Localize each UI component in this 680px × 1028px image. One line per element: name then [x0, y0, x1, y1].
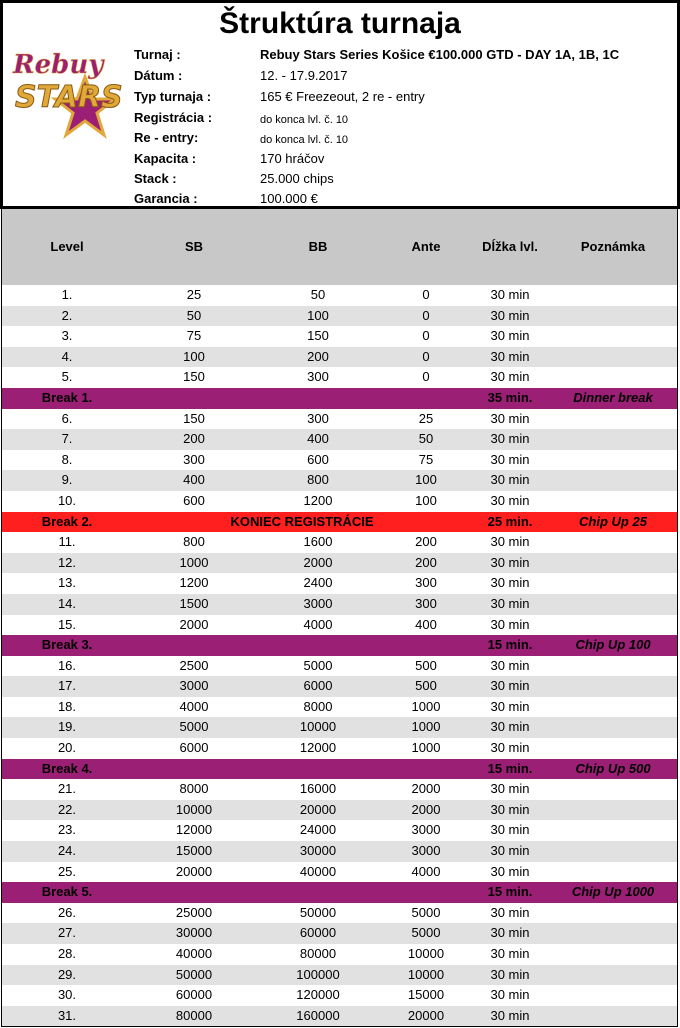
sb-cell: 15000 [175, 843, 213, 859]
sb-cell: 1200 [179, 575, 209, 591]
ante-cell: 0 [422, 369, 430, 385]
ante-cell: 1000 [411, 719, 441, 735]
sb-cell: 600 [183, 492, 205, 508]
sb-cell: 800 [183, 534, 205, 550]
length-cell: 30 min [490, 822, 530, 838]
length-cell: 30 min [490, 472, 530, 488]
sb-cell: 50 [186, 307, 202, 323]
length-cell: 30 min [490, 451, 530, 467]
length-cell: 30 min [490, 698, 530, 714]
bb-cell: 1600 [303, 534, 333, 550]
level-cell: 9. [61, 472, 73, 488]
ante-cell: 100 [415, 492, 437, 508]
sb-cell: 40000 [175, 946, 213, 961]
bb-cell: 50000 [299, 904, 337, 920]
break-row [2, 759, 677, 780]
bb-cell: 10000 [299, 719, 337, 735]
table-row [2, 429, 677, 450]
sb-cell: 200 [183, 431, 205, 447]
bb-cell: 300 [307, 410, 329, 426]
ante-cell: 1000 [411, 698, 441, 714]
table-row [2, 285, 677, 306]
bb-cell: 100 [307, 307, 329, 323]
break-row [2, 512, 677, 533]
break-note: Chip Up 1000 [571, 884, 655, 900]
table-row [2, 656, 677, 677]
ante-cell: 300 [415, 595, 437, 611]
level-cell: 18. [57, 698, 77, 714]
table-row [2, 903, 677, 924]
table-row [2, 697, 677, 718]
ante-cell: 100 [415, 472, 437, 488]
sb-cell: 2500 [179, 657, 209, 673]
sb-cell: 1500 [179, 595, 209, 611]
length-cell: 30 min [490, 863, 530, 879]
break-note: Chip Up 25 [579, 513, 647, 529]
bb-cell: 2000 [303, 554, 333, 570]
sb-cell: 100 [183, 348, 205, 364]
info-label: Stack : [134, 171, 177, 186]
break-row [2, 388, 677, 409]
break-message: KONIEC REGISTRÁCIE [230, 513, 374, 529]
length-cell: 30 min [490, 657, 530, 673]
break-length: 15 min. [487, 637, 533, 653]
level-cell: 1. [61, 287, 73, 302]
length-cell: 30 min [490, 925, 530, 941]
bb-cell: 4000 [303, 616, 333, 632]
level-cell: 31. [57, 1007, 77, 1023]
length-cell: 30 min [490, 987, 530, 1003]
level-cell: 5. [61, 369, 73, 385]
sb-cell: 3000 [179, 678, 209, 694]
ante-cell: 0 [422, 328, 430, 344]
table-row [2, 717, 677, 738]
sb-cell: 25 [186, 287, 202, 302]
break-label: Break 1. [41, 389, 93, 405]
break-length: 15 min. [487, 760, 533, 776]
sb-cell: 60000 [175, 987, 213, 1003]
table-row [2, 738, 677, 759]
bb-cell: 120000 [296, 987, 340, 1003]
sb-cell: 8000 [179, 781, 209, 797]
sb-cell: 20000 [175, 863, 213, 879]
ante-cell: 25 [418, 410, 434, 426]
info-label: Turnaj : [134, 47, 181, 62]
ante-cell: 5000 [411, 925, 441, 941]
level-cell: 7. [61, 431, 73, 447]
ante-cell: 0 [422, 287, 430, 302]
length-cell: 30 min [490, 843, 530, 859]
table-row [2, 367, 677, 388]
break-note: Chip Up 100 [575, 637, 651, 653]
ante-cell: 500 [415, 678, 437, 694]
break-note: Dinner break [573, 389, 653, 405]
level-cell: 17. [57, 678, 77, 694]
sb-cell: 12000 [175, 822, 213, 838]
level-cell: 29. [57, 966, 77, 982]
info-value: 25.000 chips [260, 171, 334, 186]
bb-cell: 8000 [303, 698, 333, 714]
ante-cell: 200 [415, 554, 437, 570]
col-bb: BB [308, 239, 328, 254]
table-row [2, 450, 677, 471]
table-row [2, 306, 677, 327]
logo-text-bottom: STARS [15, 80, 123, 115]
bb-cell: 60000 [299, 925, 337, 941]
bb-cell: 400 [307, 431, 329, 447]
sb-cell: 150 [183, 369, 205, 385]
info-value: Rebuy Stars Series Košice €100.000 GTD - DAY 1A, 1B, 1C [260, 47, 620, 62]
rebuy-stars-logo [7, 43, 131, 143]
bb-cell: 300 [307, 369, 329, 385]
level-cell: 12. [57, 554, 77, 570]
level-cell: 10. [57, 492, 77, 508]
info-value: do konca lvl. č. 10 [260, 114, 349, 126]
table-row [2, 841, 677, 862]
length-cell: 30 min [490, 431, 530, 447]
bb-cell: 800 [307, 472, 329, 488]
sb-cell: 300 [183, 451, 205, 467]
bb-cell: 24000 [299, 822, 337, 838]
ante-cell: 50 [418, 431, 434, 447]
sb-cell: 6000 [179, 740, 209, 756]
level-cell: 24. [57, 843, 77, 859]
ante-cell: 10000 [407, 946, 445, 961]
length-cell: 30 min [490, 616, 530, 632]
table-row [2, 1006, 677, 1027]
info-value: 170 hráčov [260, 151, 325, 166]
bb-cell: 160000 [296, 1007, 340, 1023]
bb-cell: 12000 [299, 740, 337, 756]
level-cell: 11. [58, 534, 76, 550]
ante-cell: 1000 [411, 740, 441, 756]
table-body [1, 285, 678, 1027]
col-length: Dĺžka lvl. [482, 239, 538, 254]
logo-text-top: Rebuy [13, 50, 104, 80]
table-row [2, 573, 677, 594]
table-row [2, 491, 677, 512]
length-cell: 30 min [490, 781, 530, 797]
info-label: Re - entry: [134, 130, 199, 145]
break-note: Chip Up 500 [575, 760, 651, 776]
length-cell: 30 min [490, 287, 530, 302]
break-row [2, 635, 677, 656]
table-row [2, 594, 677, 615]
break-length: 25 min. [487, 513, 533, 529]
bb-cell: 40000 [299, 863, 337, 879]
info-label: Kapacita : [134, 151, 197, 166]
info-label: Dátum : [134, 68, 183, 83]
bb-cell: 100000 [296, 966, 340, 982]
tournament-header [0, 0, 680, 209]
ante-cell: 5000 [411, 904, 441, 920]
table-row [2, 923, 677, 944]
col-ante: Ante [411, 239, 441, 254]
ante-cell: 300 [415, 575, 437, 591]
table-row [2, 944, 677, 965]
level-cell: 21. [57, 781, 77, 797]
info-label: Registrácia : [134, 110, 213, 125]
col-level: Level [50, 239, 84, 254]
ante-cell: 3000 [411, 822, 441, 838]
break-row [2, 882, 677, 903]
structure-table [0, 206, 680, 1028]
level-cell: 8. [61, 451, 73, 467]
bb-cell: 150 [307, 328, 329, 344]
ante-cell: 3000 [411, 843, 441, 859]
length-cell: 30 min [490, 719, 530, 735]
table-row [2, 470, 677, 491]
col-sb: SB [184, 239, 204, 254]
length-cell: 30 min [490, 678, 530, 694]
ante-cell: 500 [415, 657, 437, 673]
length-cell: 30 min [490, 575, 530, 591]
level-cell: 14. [57, 595, 77, 611]
level-cell: 3. [61, 328, 73, 344]
level-cell: 26. [57, 904, 77, 920]
table-header [1, 209, 678, 285]
level-cell: 23. [57, 822, 77, 838]
col-note: Poznámka [580, 239, 646, 254]
bb-cell: 50 [310, 287, 326, 302]
bb-cell: 200 [307, 348, 329, 364]
table-row [2, 820, 677, 841]
length-cell: 30 min [490, 904, 530, 920]
sb-cell: 25000 [175, 904, 213, 920]
table-row [2, 553, 677, 574]
level-cell: 19. [57, 719, 77, 735]
level-cell: 16. [57, 657, 77, 673]
bb-cell: 80000 [299, 946, 337, 961]
length-cell: 30 min [490, 534, 530, 550]
table-row [2, 676, 677, 697]
info-value: 165 € Freezeout, 2 re - entry [260, 89, 425, 104]
level-cell: 2. [61, 307, 73, 323]
table-row [2, 347, 677, 368]
table-row [2, 965, 677, 986]
sb-cell: 50000 [175, 966, 213, 982]
level-cell: 22. [57, 801, 77, 817]
length-cell: 30 min [490, 740, 530, 756]
page-title: Štruktúra turnaja [219, 7, 461, 40]
bb-cell: 3000 [303, 595, 333, 611]
table-row [2, 326, 677, 347]
table-row [2, 985, 677, 1006]
length-cell: 30 min [490, 328, 530, 344]
level-cell: 13. [57, 575, 77, 591]
sb-cell: 10000 [175, 801, 213, 817]
table-row [2, 862, 677, 883]
length-cell: 30 min [490, 966, 530, 982]
length-cell: 30 min [490, 554, 530, 570]
bb-cell: 20000 [299, 801, 337, 817]
table-row [2, 409, 677, 430]
table-row [2, 532, 677, 553]
bb-cell: 600 [307, 451, 329, 467]
level-cell: 27. [57, 925, 77, 941]
info-value: do konca lvl. č. 10 [260, 134, 349, 146]
break-length: 15 min. [487, 884, 533, 900]
length-cell: 30 min [490, 1007, 530, 1023]
ante-cell: 4000 [411, 863, 441, 879]
ante-cell: 0 [422, 307, 430, 323]
length-cell: 30 min [490, 410, 530, 426]
ante-cell: 400 [415, 616, 437, 632]
length-cell: 30 min [490, 946, 530, 961]
sb-cell: 30000 [175, 925, 213, 941]
break-length: 35 min. [487, 389, 533, 405]
level-cell: 4. [61, 348, 73, 364]
level-cell: 28. [57, 946, 77, 961]
info-value: 12. - 17.9.2017 [260, 68, 348, 83]
length-cell: 30 min [490, 348, 530, 364]
break-label: Break 4. [41, 760, 93, 776]
bb-cell: 5000 [303, 657, 333, 673]
info-value: 100.000 € [260, 191, 318, 206]
sb-cell: 150 [183, 410, 205, 426]
break-label: Break 5. [41, 884, 93, 900]
break-label: Break 3. [41, 637, 93, 653]
sb-cell: 5000 [179, 719, 209, 735]
sb-cell: 75 [186, 328, 202, 344]
table-row [2, 779, 677, 800]
ante-cell: 2000 [411, 801, 441, 817]
level-cell: 20. [57, 740, 77, 756]
level-cell: 25. [57, 863, 77, 879]
ante-cell: 75 [418, 451, 434, 467]
length-cell: 30 min [490, 369, 530, 385]
table-row [2, 615, 677, 636]
length-cell: 30 min [490, 595, 530, 611]
level-cell: 30. [57, 987, 77, 1003]
ante-cell: 200 [415, 534, 437, 550]
bb-cell: 1200 [303, 492, 333, 508]
ante-cell: 20000 [407, 1007, 445, 1023]
length-cell: 30 min [490, 801, 530, 817]
sb-cell: 4000 [179, 698, 209, 714]
bb-cell: 2400 [303, 575, 333, 591]
info-label: Garancia : [134, 191, 198, 206]
bb-cell: 16000 [299, 781, 337, 797]
bb-cell: 30000 [299, 843, 337, 859]
bb-cell: 6000 [303, 678, 333, 694]
sb-cell: 2000 [179, 616, 209, 632]
level-cell: 15. [57, 616, 77, 632]
ante-cell: 10000 [407, 966, 445, 982]
ante-cell: 15000 [407, 987, 445, 1003]
info-label: Typ turnaja : [134, 89, 212, 104]
sb-cell: 400 [183, 472, 205, 488]
sb-cell: 1000 [179, 554, 209, 570]
level-cell: 6. [61, 410, 73, 426]
ante-cell: 0 [422, 348, 430, 364]
length-cell: 30 min [490, 492, 530, 508]
ante-cell: 2000 [411, 781, 441, 797]
table-row [2, 800, 677, 821]
sb-cell: 80000 [175, 1007, 213, 1023]
break-label: Break 2. [41, 513, 93, 529]
length-cell: 30 min [490, 307, 530, 323]
